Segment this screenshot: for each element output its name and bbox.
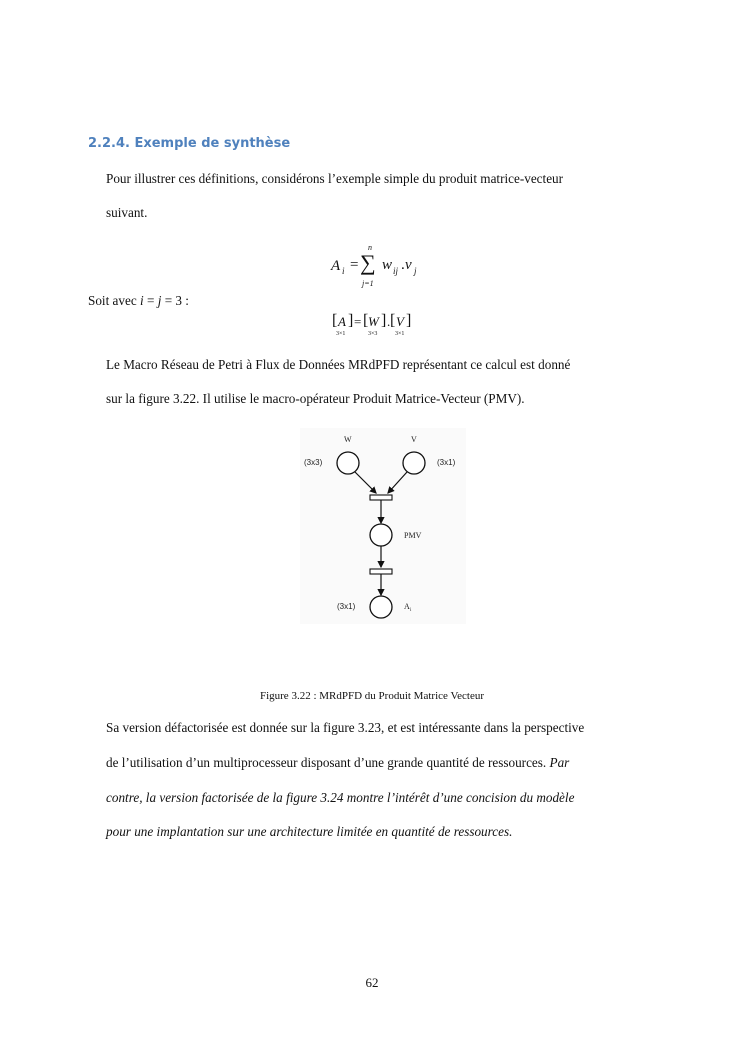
equation-sum: [328, 243, 428, 294]
version-paragraph-line-2: [106, 755, 569, 771]
soit-i: i: [140, 293, 144, 308]
eq1-equals: =: [350, 257, 359, 273]
eq1-lhs: A: [331, 258, 341, 274]
soit-eq2: = 3 :: [161, 293, 189, 308]
eq2-equals: =: [354, 314, 362, 329]
page-number: 62: [365, 975, 379, 990]
version-line-2-normal: de l’utilisation d’un multiprocesseur disposant d’une grande quantité de ressources.: [106, 755, 550, 770]
dim-w: (3x3): [304, 458, 323, 467]
eq1-v: v: [405, 257, 412, 273]
eq2-w-dim: 3×3: [368, 331, 378, 337]
label-w: W: [344, 435, 352, 444]
eq2-v: V: [396, 314, 404, 329]
intro-paragraph-line-2: suivant.: [106, 205, 148, 220]
place-pmv: [370, 524, 392, 546]
soit-j: j: [157, 293, 162, 308]
petri-net-figure: [300, 428, 466, 624]
dim-v: (3x1): [437, 458, 456, 467]
soit-line: [88, 293, 189, 309]
eq2-a-dim: 3×1: [336, 331, 346, 337]
place-v: [403, 452, 425, 474]
equation-matrix: [ A ] = [ W ] . [ V ] 3×1 3×3 3×1: [332, 312, 412, 337]
eq1-lhs-sub: i: [342, 266, 345, 276]
version-line-3-italic: contre, la version factorisée de la figure 3.24 montre l’intérêt d’une concision du modèle: [106, 790, 575, 805]
section-heading: 2.2.4. Exemple de synthèse: [88, 136, 291, 151]
transition-2: [370, 569, 392, 574]
label-a-sub: i: [410, 608, 412, 613]
dim-a: (3x1): [337, 602, 356, 611]
eq2-dot: .: [387, 314, 391, 329]
eq1-w-sub: ij: [393, 266, 399, 276]
petri-net-diagram: [300, 428, 466, 624]
place-w: [337, 452, 359, 474]
version-paragraph-line-4: [106, 824, 512, 840]
eq1-sum-lower: j=1: [362, 279, 374, 288]
label-v: V: [411, 435, 417, 444]
soit-eq1: =: [143, 293, 158, 308]
eq1-v-sub: j: [414, 266, 417, 276]
eq2-a: A: [338, 314, 346, 329]
transition-1: [370, 495, 392, 500]
figure-caption: Figure 3.22 : MRdPFD du Produit Matrice Vecteur: [259, 690, 485, 702]
macro-paragraph-line-2: sur la figure 3.22. Il utilise le macro-opérateur Produit Matrice-Vecteur (PMV).: [106, 391, 525, 406]
macro-paragraph-line-1: Le Macro Réseau de Petri à Flux de Données MRdPFD représentant ce calcul est donné: [106, 357, 571, 372]
version-line-2-italic: Par: [549, 755, 570, 770]
version-line-4-italic: pour une implantation sur une architecture limitée en quantité de ressources.: [106, 824, 513, 839]
eq1-sum-symbol: ∑: [360, 250, 376, 275]
place-a: [370, 596, 392, 618]
version-paragraph-line-1: Sa version défactorisée est donnée sur la figure 3.23, et est intéressante dans la perspective: [106, 720, 585, 735]
eq2-w: W: [368, 314, 379, 329]
eq1-sum-upper: n: [368, 243, 372, 252]
version-paragraph-line-3: [106, 790, 574, 806]
eq1-dot: .: [401, 257, 405, 273]
label-a: A: [404, 602, 410, 611]
label-pmv: PMV: [404, 531, 422, 540]
soit-prefix: Soit avec: [88, 293, 141, 308]
eq1-w: w: [382, 257, 393, 273]
eq2-v-dim: 3×1: [395, 331, 405, 337]
intro-paragraph-line-1: Pour illustrer ces définitions, considérons l’exemple simple du produit matrice-vecteur: [106, 171, 564, 186]
